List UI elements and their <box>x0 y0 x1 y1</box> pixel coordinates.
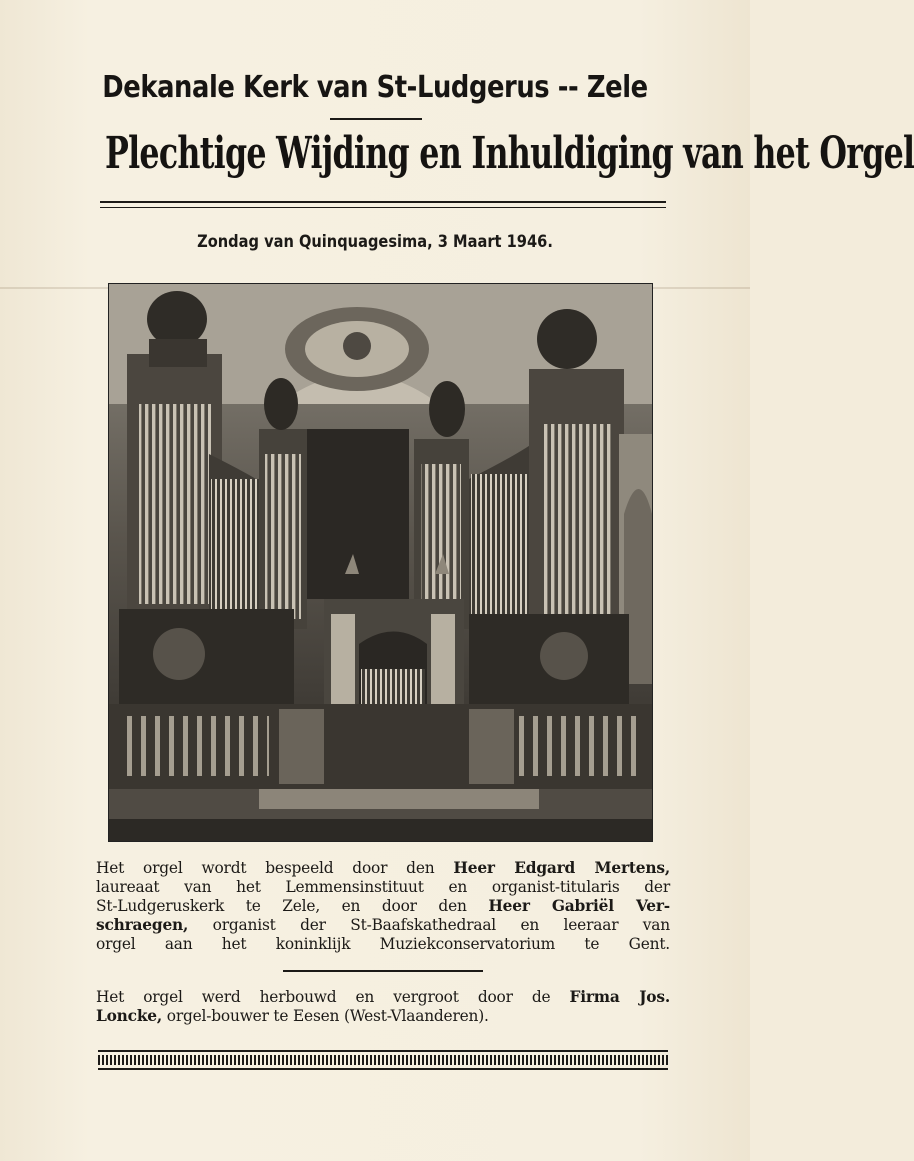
organist-name-2a: Heer Gabriël Ver- <box>488 897 670 915</box>
builder-firm-a: Firma Jos. <box>569 988 670 1006</box>
organ-photo <box>108 283 653 842</box>
title-divider <box>330 118 422 120</box>
organist-name-1: Heer Edgard Mertens, <box>453 859 670 877</box>
event-title: Plechtige Wijding en Inhuldiging van het Orgel <box>105 128 914 179</box>
event-date: Zondag van Quinquagesima, 3 Maart 1946. <box>197 232 553 252</box>
builder-firm-b: Loncke, <box>96 1007 163 1025</box>
builder-paragraph: Het orgel werd herbouwd en vergroot door de Firma Jos. Loncke, orgel-bouwer te Eesen (West-Vlaanderen). <box>96 988 670 1025</box>
paragraph-divider <box>283 970 483 972</box>
organist-name-2b: schraegen, <box>96 916 189 934</box>
header-double-rule <box>100 201 666 208</box>
footer-ornament-band <box>98 1050 668 1070</box>
church-title: Dekanale Kerk van St-Ludgerus -- Zele <box>102 70 648 105</box>
organists-paragraph: Het orgel wordt bespeeld door den Heer Edgard Mertens, laureaat van het Lemmensinstituut en organist-titularis der St-Ludgeruskerk te Zele, en door den Heer Gabriël Ver- schraegen, organist der St-Baafskathedraal en leeraar van orgel aan het koninklijk Muziekconservatorium te Gent. <box>96 859 670 953</box>
